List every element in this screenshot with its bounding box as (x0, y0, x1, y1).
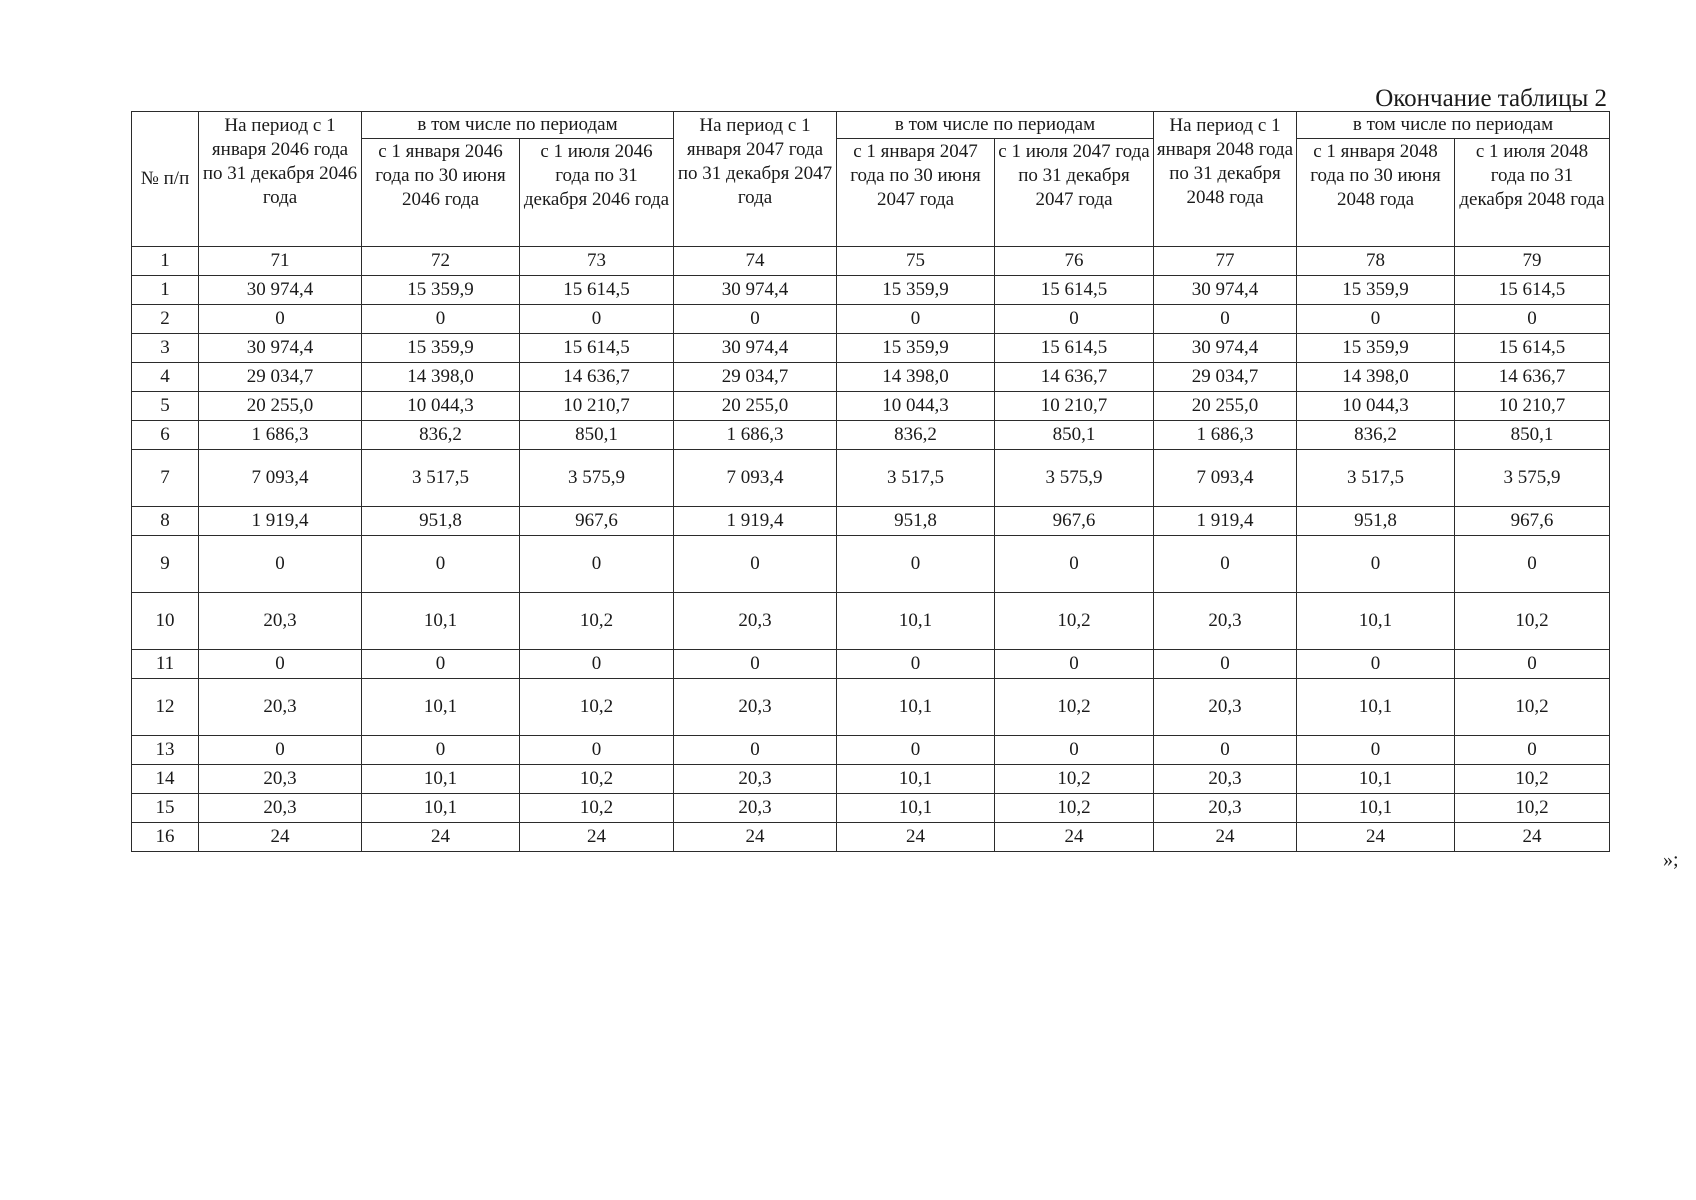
row-number-cell: 2 (132, 305, 199, 334)
column-index-cell: 72 (362, 247, 520, 276)
value-cell: 3 517,5 (837, 450, 995, 507)
value-cell: 1 919,4 (199, 507, 362, 536)
value-cell: 836,2 (362, 421, 520, 450)
document-sheet (131, 111, 1609, 852)
value-cell: 0 (674, 650, 837, 679)
value-cell: 10,2 (1455, 679, 1610, 736)
table-row (132, 536, 1610, 593)
column-index-cell: 78 (1297, 247, 1455, 276)
header-period-2046-total: На период с 1 января 2046 года по 31 декабря 2046 года (199, 112, 362, 247)
value-cell: 30 974,4 (199, 334, 362, 363)
header-period-2048-total: На период с 1 января 2048 года по 31 декабря 2048 года (1154, 112, 1297, 247)
value-cell: 15 359,9 (837, 334, 995, 363)
column-index-cell: 76 (995, 247, 1154, 276)
value-cell: 24 (1455, 823, 1610, 852)
value-cell: 0 (995, 536, 1154, 593)
row-number-cell: 5 (132, 392, 199, 421)
column-index-cell: 71 (199, 247, 362, 276)
value-cell: 24 (1154, 823, 1297, 852)
value-cell: 3 575,9 (995, 450, 1154, 507)
value-cell: 10,2 (1455, 593, 1610, 650)
value-cell: 0 (1154, 305, 1297, 334)
header-group-2048: в том числе по периодам (1297, 112, 1610, 139)
value-cell: 7 093,4 (674, 450, 837, 507)
table-row (132, 392, 1610, 421)
value-cell: 0 (674, 305, 837, 334)
column-index-cell: 79 (1455, 247, 1610, 276)
value-cell: 0 (199, 736, 362, 765)
table-row (132, 450, 1610, 507)
value-cell: 20,3 (1154, 679, 1297, 736)
value-cell: 10 210,7 (1455, 392, 1610, 421)
value-cell: 15 359,9 (837, 276, 995, 305)
value-cell: 10,1 (837, 794, 995, 823)
value-cell: 0 (1154, 536, 1297, 593)
value-cell: 10 044,3 (1297, 392, 1455, 421)
row-number-cell: 12 (132, 679, 199, 736)
value-cell: 0 (1455, 650, 1610, 679)
value-cell: 10 210,7 (520, 392, 674, 421)
value-cell: 1 919,4 (674, 507, 837, 536)
table-row (132, 276, 1610, 305)
value-cell: 14 398,0 (837, 363, 995, 392)
value-cell: 0 (1455, 305, 1610, 334)
row-number-cell: 11 (132, 650, 199, 679)
value-cell: 10,2 (995, 794, 1154, 823)
value-cell: 30 974,4 (1154, 276, 1297, 305)
value-cell: 20,3 (1154, 593, 1297, 650)
column-index-cell: 74 (674, 247, 837, 276)
column-index-cell: 73 (520, 247, 674, 276)
value-cell: 15 614,5 (995, 334, 1154, 363)
value-cell: 10,2 (995, 679, 1154, 736)
table-row (132, 765, 1610, 794)
value-cell: 1 919,4 (1154, 507, 1297, 536)
value-cell: 951,8 (837, 507, 995, 536)
value-cell: 951,8 (1297, 507, 1455, 536)
value-cell: 10,1 (1297, 765, 1455, 794)
value-cell: 3 575,9 (520, 450, 674, 507)
value-cell: 30 974,4 (199, 276, 362, 305)
value-cell: 967,6 (1455, 507, 1610, 536)
value-cell: 15 359,9 (1297, 276, 1455, 305)
row-number-cell: 16 (132, 823, 199, 852)
value-cell: 1 686,3 (199, 421, 362, 450)
table-body (132, 276, 1610, 852)
value-cell: 20,3 (199, 794, 362, 823)
value-cell: 850,1 (1455, 421, 1610, 450)
value-cell: 14 636,7 (1455, 363, 1610, 392)
value-cell: 10,1 (1297, 593, 1455, 650)
value-cell: 10,2 (520, 765, 674, 794)
value-cell: 30 974,4 (674, 276, 837, 305)
value-cell: 10,1 (837, 765, 995, 794)
value-cell: 20 255,0 (199, 392, 362, 421)
table-row (132, 823, 1610, 852)
value-cell: 10,1 (837, 593, 995, 650)
value-cell: 0 (837, 650, 995, 679)
row-number-cell: 1 (132, 276, 199, 305)
header-2046-second-half: с 1 июля 2046 года по 31 декабря 2046 года (520, 139, 674, 247)
value-cell: 0 (362, 650, 520, 679)
value-cell: 20 255,0 (674, 392, 837, 421)
value-cell: 0 (362, 536, 520, 593)
value-cell: 0 (1455, 536, 1610, 593)
value-cell: 15 614,5 (995, 276, 1154, 305)
value-cell: 10,1 (837, 679, 995, 736)
value-cell: 10 044,3 (837, 392, 995, 421)
column-index-cell: 77 (1154, 247, 1297, 276)
value-cell: 10,2 (520, 593, 674, 650)
value-cell: 10 210,7 (995, 392, 1154, 421)
value-cell: 967,6 (520, 507, 674, 536)
value-cell: 20,3 (674, 679, 837, 736)
value-cell: 0 (1154, 650, 1297, 679)
value-cell: 10,1 (1297, 679, 1455, 736)
value-cell: 24 (995, 823, 1154, 852)
value-cell: 14 636,7 (520, 363, 674, 392)
row-number-cell: 10 (132, 593, 199, 650)
value-cell: 0 (362, 736, 520, 765)
value-cell: 3 517,5 (362, 450, 520, 507)
value-cell: 20,3 (674, 593, 837, 650)
value-cell: 0 (520, 536, 674, 593)
value-cell: 836,2 (837, 421, 995, 450)
header-2048-first-half: с 1 января 2048 года по 30 июня 2048 года (1297, 139, 1455, 247)
header-2048-second-half: с 1 июля 2048 года по 31 декабря 2048 года (1455, 139, 1610, 247)
value-cell: 0 (520, 305, 674, 334)
row-number-cell: 3 (132, 334, 199, 363)
value-cell: 0 (362, 305, 520, 334)
value-cell: 0 (199, 305, 362, 334)
value-cell: 29 034,7 (674, 363, 837, 392)
value-cell: 836,2 (1297, 421, 1455, 450)
value-cell: 24 (199, 823, 362, 852)
row-number-cell: 13 (132, 736, 199, 765)
value-cell: 850,1 (995, 421, 1154, 450)
row-number-cell: 6 (132, 421, 199, 450)
value-cell: 10,2 (520, 794, 674, 823)
header-row-top (132, 112, 1610, 139)
value-cell: 1 686,3 (674, 421, 837, 450)
row-number-cell: 4 (132, 363, 199, 392)
value-cell: 10,2 (520, 679, 674, 736)
value-cell: 20,3 (199, 679, 362, 736)
value-cell: 15 614,5 (1455, 334, 1610, 363)
value-cell: 24 (1297, 823, 1455, 852)
value-cell: 24 (520, 823, 674, 852)
header-2046-first-half: с 1 января 2046 года по 30 июня 2046 года (362, 139, 520, 247)
value-cell: 14 398,0 (362, 363, 520, 392)
value-cell: 0 (1455, 736, 1610, 765)
table-row (132, 363, 1610, 392)
header-group-2047: в том числе по периодам (837, 112, 1154, 139)
row-number-cell: 7 (132, 450, 199, 507)
value-cell: 7 093,4 (1154, 450, 1297, 507)
value-cell: 3 575,9 (1455, 450, 1610, 507)
value-cell: 20 255,0 (1154, 392, 1297, 421)
table-row (132, 650, 1610, 679)
value-cell: 15 359,9 (1297, 334, 1455, 363)
value-cell: 0 (995, 305, 1154, 334)
table-row (132, 593, 1610, 650)
value-cell: 10,2 (995, 593, 1154, 650)
value-cell: 10,1 (362, 765, 520, 794)
value-cell: 15 614,5 (1455, 276, 1610, 305)
value-cell: 0 (674, 736, 837, 765)
value-cell: 20,3 (674, 794, 837, 823)
value-cell: 14 398,0 (1297, 363, 1455, 392)
value-cell: 0 (520, 650, 674, 679)
table-row (132, 305, 1610, 334)
value-cell: 850,1 (520, 421, 674, 450)
value-cell: 15 359,9 (362, 334, 520, 363)
value-cell: 0 (199, 650, 362, 679)
table-caption: Окончание таблицы 2 (1375, 85, 1607, 112)
value-cell: 951,8 (362, 507, 520, 536)
value-cell: 0 (1297, 536, 1455, 593)
value-cell: 1 686,3 (1154, 421, 1297, 450)
value-cell: 0 (837, 305, 995, 334)
value-cell: 30 974,4 (1154, 334, 1297, 363)
value-cell: 0 (1297, 736, 1455, 765)
table-row (132, 794, 1610, 823)
value-cell: 15 614,5 (520, 276, 674, 305)
value-cell: 10,2 (1455, 765, 1610, 794)
value-cell: 10,1 (362, 593, 520, 650)
column-index-row (132, 247, 1610, 276)
value-cell: 0 (837, 536, 995, 593)
header-period-2047-total: На период с 1 января 2047 года по 31 декабря 2047 года (674, 112, 837, 247)
value-cell: 0 (1297, 305, 1455, 334)
value-cell: 0 (1154, 736, 1297, 765)
header-2047-second-half: с 1 июля 2047 года по 31 декабря 2047 года (995, 139, 1154, 247)
value-cell: 29 034,7 (199, 363, 362, 392)
value-cell: 10,1 (1297, 794, 1455, 823)
table-row (132, 736, 1610, 765)
value-cell: 20,3 (1154, 794, 1297, 823)
header-group-2046: в том числе по периодам (362, 112, 674, 139)
row-number-cell: 15 (132, 794, 199, 823)
table-row (132, 421, 1610, 450)
row-number-cell: 14 (132, 765, 199, 794)
column-index-cell: 75 (837, 247, 995, 276)
table-row (132, 334, 1610, 363)
value-cell: 20,3 (674, 765, 837, 794)
row-number-cell: 8 (132, 507, 199, 536)
value-cell: 10,2 (1455, 794, 1610, 823)
value-cell: 10,1 (362, 679, 520, 736)
value-cell: 0 (674, 536, 837, 593)
column-index-cell: 1 (132, 247, 199, 276)
value-cell: 0 (520, 736, 674, 765)
value-cell: 15 359,9 (362, 276, 520, 305)
value-cell: 0 (1297, 650, 1455, 679)
value-cell: 20,3 (1154, 765, 1297, 794)
value-cell: 0 (199, 536, 362, 593)
value-cell: 15 614,5 (520, 334, 674, 363)
row-number-cell: 9 (132, 536, 199, 593)
value-cell: 29 034,7 (1154, 363, 1297, 392)
value-cell: 10,1 (362, 794, 520, 823)
value-cell: 14 636,7 (995, 363, 1154, 392)
table-row (132, 679, 1610, 736)
value-cell: 0 (837, 736, 995, 765)
value-cell: 10,2 (995, 765, 1154, 794)
value-cell: 24 (674, 823, 837, 852)
closing-quote-mark: »; (1663, 849, 1679, 871)
header-2047-first-half: с 1 января 2047 года по 30 июня 2047 года (837, 139, 995, 247)
value-cell: 967,6 (995, 507, 1154, 536)
value-cell: 24 (362, 823, 520, 852)
value-cell: 20,3 (199, 765, 362, 794)
value-cell: 30 974,4 (674, 334, 837, 363)
header-row-number: № п/п (132, 112, 199, 247)
value-cell: 3 517,5 (1297, 450, 1455, 507)
value-cell: 10 044,3 (362, 392, 520, 421)
value-cell: 0 (995, 736, 1154, 765)
value-cell: 20,3 (199, 593, 362, 650)
data-table (131, 111, 1610, 852)
value-cell: 24 (837, 823, 995, 852)
value-cell: 0 (995, 650, 1154, 679)
value-cell: 7 093,4 (199, 450, 362, 507)
table-row (132, 507, 1610, 536)
table-header (132, 112, 1610, 276)
